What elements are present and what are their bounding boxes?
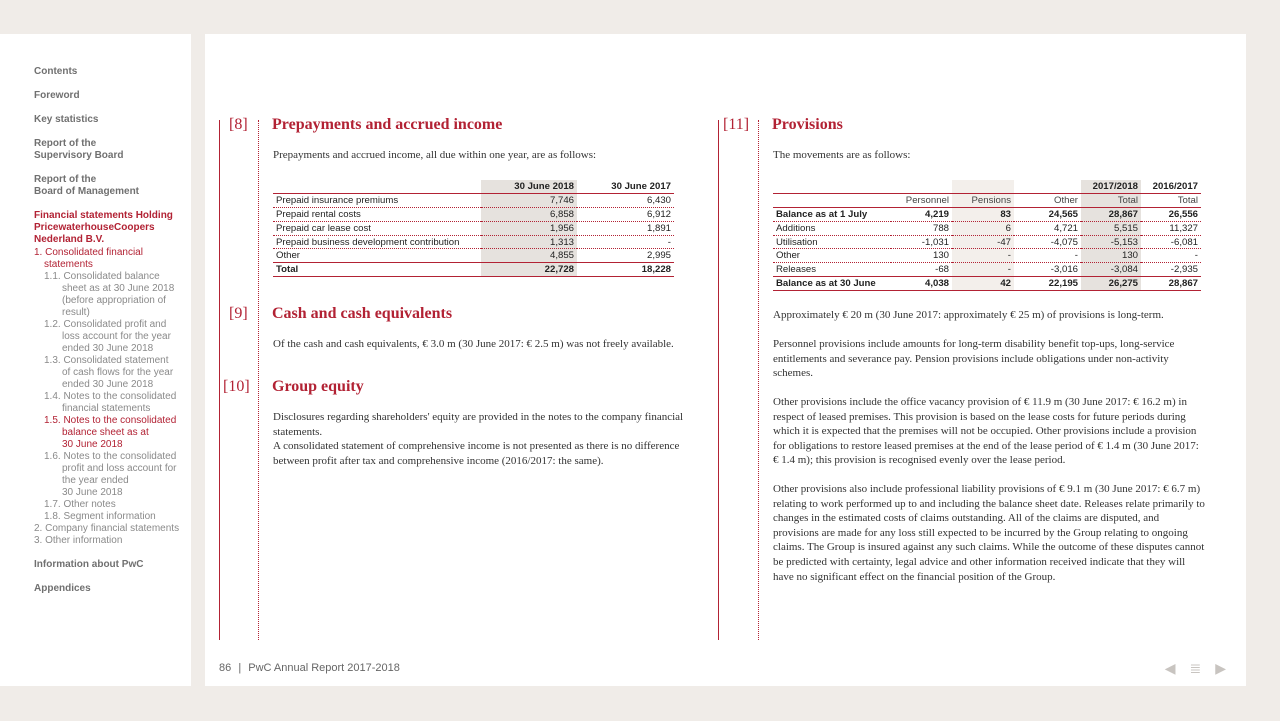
section-paragraph: Other provisions also include professional liability provisions of € 9.1 m (30 June 2017: € 6.7 m) relating to work performed up to and including the balance sheet date. Releases relate primarily to changes in the estimated costs of claims outstanding. All of the claims are disputed, and provisions are made for any loss still expected to be incurred by the Group relating to ongoing claims. The Group is insured against any such claims. While the outcome of these disputes cannot be predicted with certainty, legal advice and other information received indicate that they will have no significant effect on the financial position of the Group. <box>773 483 1205 583</box>
nav-label: 1.2. Consolidated profit and <box>44 319 167 330</box>
nav-company-financial-statements[interactable]: 2. Company financial statements <box>34 523 180 534</box>
row-value: -68 <box>891 263 952 277</box>
nav-1-4[interactable] <box>34 391 184 415</box>
row-value: - <box>1141 249 1201 263</box>
row-label: Total <box>273 263 481 277</box>
row-label: Prepaid car lease cost <box>273 221 481 235</box>
table-total-row <box>773 277 1201 291</box>
row-value: 26,556 <box>1141 208 1201 222</box>
row-value: 28,867 <box>1081 208 1141 222</box>
table-row <box>273 194 674 208</box>
nav-1-7[interactable] <box>34 499 184 511</box>
table-header-blank <box>773 180 891 194</box>
page-footer <box>219 662 400 674</box>
section-intro: The movements are as follows: <box>773 149 911 161</box>
section-number: [8] <box>229 116 248 133</box>
row-value: -2,935 <box>1141 263 1201 277</box>
section-text: A consolidated statement of comprehensive income is not presented as there is no difference between profit after tax and comprehensive income (2016/2017: the same). <box>273 440 680 467</box>
nav-contents[interactable]: Contents <box>34 66 78 77</box>
row-value: 130 <box>1081 249 1141 263</box>
left-column-rule <box>219 120 220 640</box>
row-value: -5,153 <box>1081 235 1141 249</box>
row-value: - <box>1014 249 1081 263</box>
nav-appendices[interactable]: Appendices <box>34 583 91 594</box>
section-text: Disclosures regarding shareholders' equity are provided in the notes to the company financial statements. <box>273 411 684 438</box>
row-label: Prepaid insurance premiums <box>273 194 481 208</box>
row-value: 6,858 <box>481 208 577 222</box>
nav-label: Financial statements Holding <box>34 210 173 221</box>
nav-label: the year ended <box>62 475 129 486</box>
row-value: 11,327 <box>1141 221 1201 235</box>
nav-label: sheet as at 30 June 2018 <box>62 283 175 294</box>
nav-label: Report of the <box>34 138 97 149</box>
nav-label: 1.5. Notes to the consolidated <box>44 415 177 426</box>
nav-label: PricewaterhouseCoopers <box>34 222 155 233</box>
row-value: 5,515 <box>1081 221 1141 235</box>
table-subheader-blank <box>773 194 891 208</box>
row-value: 22,195 <box>1014 277 1081 291</box>
row-value: 4,855 <box>481 249 577 263</box>
nav-1-8[interactable] <box>34 511 184 523</box>
row-value: -4,075 <box>1014 235 1081 249</box>
nav-label: 1.4. Notes to the consolidated <box>44 391 177 402</box>
section-number: [11] <box>723 116 750 133</box>
row-value: 130 <box>891 249 952 263</box>
nav-label: ended 30 June 2018 <box>62 379 154 390</box>
table-subheader: Total <box>1081 194 1141 208</box>
nav-foreword[interactable]: Foreword <box>34 90 80 101</box>
nav-label: statements <box>44 259 93 270</box>
row-label: Utilisation <box>773 235 891 249</box>
nav-label: 1.3. Consolidated statement <box>44 355 169 366</box>
page-navigation <box>1165 660 1226 677</box>
row-value: -3,016 <box>1014 263 1081 277</box>
row-value: 26,275 <box>1081 277 1141 291</box>
nav-1-3[interactable] <box>34 355 184 391</box>
nav-label: Board of Management <box>34 186 140 197</box>
row-label: Balance as at 1 July <box>773 208 891 222</box>
nav-label: Report of the <box>34 174 97 185</box>
table-header: 2016/2017 <box>1152 181 1198 193</box>
row-value: 4,038 <box>891 277 952 291</box>
section-paragraph: Personnel provisions include amounts for long-term disability benefit top-ups, long-service entitlements and severance pay. Pension provisions include obligations under non-activity schemes. <box>773 338 1175 380</box>
row-value: 83 <box>952 208 1014 222</box>
nav-label: of cash flows for the year <box>62 367 174 378</box>
nav-1-5[interactable] <box>34 415 184 451</box>
nav-information-about-pwc[interactable]: Information about PwC <box>34 559 144 570</box>
previous-page-icon[interactable]: ◀ <box>1164 660 1176 676</box>
nav-financial-statements-holding[interactable] <box>34 210 184 246</box>
section-title: Group equity <box>272 378 364 395</box>
nav-1-6[interactable] <box>34 451 184 499</box>
row-value: - <box>952 263 1014 277</box>
row-value: 24,565 <box>1014 208 1081 222</box>
nav-label: (before appropriation of <box>62 295 166 306</box>
nav-label: 1.1. Consolidated balance <box>44 271 160 282</box>
row-value: 1,313 <box>481 235 577 249</box>
nav-label: profit and loss account for <box>62 463 177 474</box>
table-row <box>773 221 1201 235</box>
provisions-table <box>773 180 1201 291</box>
right-column-rule <box>718 120 719 640</box>
nav-consolidated-financial-statements[interactable] <box>34 247 184 271</box>
table-header-blank <box>273 180 481 194</box>
row-label: Additions <box>773 221 891 235</box>
row-value: - <box>952 249 1014 263</box>
row-label: Releases <box>773 263 891 277</box>
table-header: 30 June 2017 <box>611 181 671 193</box>
section-number: [9] <box>229 305 248 322</box>
section-title: Provisions <box>772 116 843 133</box>
row-value: 7,746 <box>481 194 577 208</box>
right-column-dotted-rule <box>758 120 759 640</box>
row-value: 6,430 <box>577 194 674 208</box>
row-value: 28,867 <box>1141 277 1201 291</box>
nav-label: Nederland B.V. <box>34 234 105 245</box>
row-label: Prepaid business development contribution <box>273 235 481 249</box>
nav-label: 30 June 2018 <box>62 439 123 450</box>
nav-label: 1.7. Other notes <box>44 499 116 510</box>
next-page-icon[interactable]: ▶ <box>1215 660 1226 676</box>
prepayments-table <box>273 180 674 277</box>
sidebar <box>0 34 191 686</box>
section-title: Cash and cash equivalents <box>272 305 453 322</box>
row-value: -6,081 <box>1141 235 1201 249</box>
nav-label: loss account for the year <box>62 331 171 342</box>
table-header-blank <box>1014 180 1081 194</box>
row-value: - <box>577 235 674 249</box>
table-subheader: Pensions <box>952 194 1014 208</box>
report-title: PwC Annual Report 2017-2018 <box>248 662 400 674</box>
section-title: Prepayments and accrued income <box>272 116 503 133</box>
footer-separator: | <box>238 662 242 674</box>
section-intro: Prepayments and accrued income, all due within one year, are as follows: <box>273 149 597 161</box>
page-number: 86 <box>219 662 232 674</box>
table-subheader: Total <box>1141 194 1201 208</box>
table-header: 2017/2018 <box>1081 180 1141 194</box>
nav-key-statistics[interactable]: Key statistics <box>34 114 99 125</box>
menu-icon[interactable]: ≣ <box>1189 660 1202 676</box>
nav-other-information[interactable]: 3. Other information <box>34 535 123 546</box>
nav-label: 1. Consolidated financial <box>34 247 143 258</box>
row-value: 18,228 <box>577 263 674 277</box>
nav-label: 1.6. Notes to the consolidated <box>44 451 177 462</box>
table-header-blank <box>891 180 952 194</box>
row-label: Other <box>773 249 891 263</box>
table-row <box>273 208 674 222</box>
table-row <box>773 208 1201 222</box>
row-label: Other <box>273 249 481 263</box>
table-header-blank <box>952 180 1014 194</box>
nav-1-2[interactable] <box>34 319 184 355</box>
nav-label: balance sheet as at <box>62 427 149 438</box>
table-row <box>273 221 674 235</box>
nav-label: 30 June 2018 <box>62 487 123 498</box>
nav-label: Supervisory Board <box>34 150 124 161</box>
table-row <box>773 249 1201 263</box>
nav-label: ended 30 June 2018 <box>62 343 154 354</box>
row-value: -1,031 <box>891 235 952 249</box>
nav-label: 1.8. Segment information <box>44 511 156 522</box>
nav-label: financial statements <box>62 403 151 414</box>
table-row <box>773 235 1201 249</box>
section-number: [10] <box>223 378 250 395</box>
table-row <box>273 235 674 249</box>
sidebar-nav <box>34 66 184 607</box>
table-row <box>773 263 1201 277</box>
row-value: 6 <box>952 221 1014 235</box>
table-header: 30 June 2018 <box>481 180 577 194</box>
nav-label: result) <box>62 307 90 318</box>
row-value: 6,912 <box>577 208 674 222</box>
row-value: -47 <box>952 235 1014 249</box>
section-paragraph: Other provisions include the office vacancy provision of € 11.9 m (30 June 2017: € 16.2 m) in respect of leased premises. This provision is based on the lease costs for future periods during which it is expected that the premises will not be occupied. Other provisions include a provision for obligations to restore leased premises at the end of the lease period of € 1.4 m (30 June 2017: € 1.4 m); this provision is recognised evenly over the lease period. <box>773 396 1199 467</box>
table-subheader: Other <box>1014 194 1081 208</box>
section-text: Of the cash and cash equivalents, € 3.0 m (30 June 2017: € 2.5 m) was not freely available. <box>273 338 674 350</box>
row-value: -3,084 <box>1081 263 1141 277</box>
row-value: 22,728 <box>481 263 577 277</box>
row-value: 2,995 <box>577 249 674 263</box>
row-value: 42 <box>952 277 1014 291</box>
row-label: Prepaid rental costs <box>273 208 481 222</box>
table-total-row <box>273 263 674 277</box>
nav-1-1[interactable] <box>34 271 184 319</box>
table-row <box>273 249 674 263</box>
left-column-dotted-rule <box>258 120 259 640</box>
row-value: 4,219 <box>891 208 952 222</box>
nav-report-supervisory-board[interactable] <box>34 138 184 162</box>
table-subheader: Personnel <box>891 194 952 208</box>
section-paragraph: Approximately € 20 m (30 June 2017: approximately € 25 m) of provisions is long-term. <box>773 309 1164 321</box>
row-value: 1,891 <box>577 221 674 235</box>
row-value: 788 <box>891 221 952 235</box>
row-value: 4,721 <box>1014 221 1081 235</box>
nav-report-board-management[interactable] <box>34 174 184 198</box>
row-label: Balance as at 30 June <box>773 277 891 291</box>
document-page <box>205 34 1246 686</box>
row-value: 1,956 <box>481 221 577 235</box>
